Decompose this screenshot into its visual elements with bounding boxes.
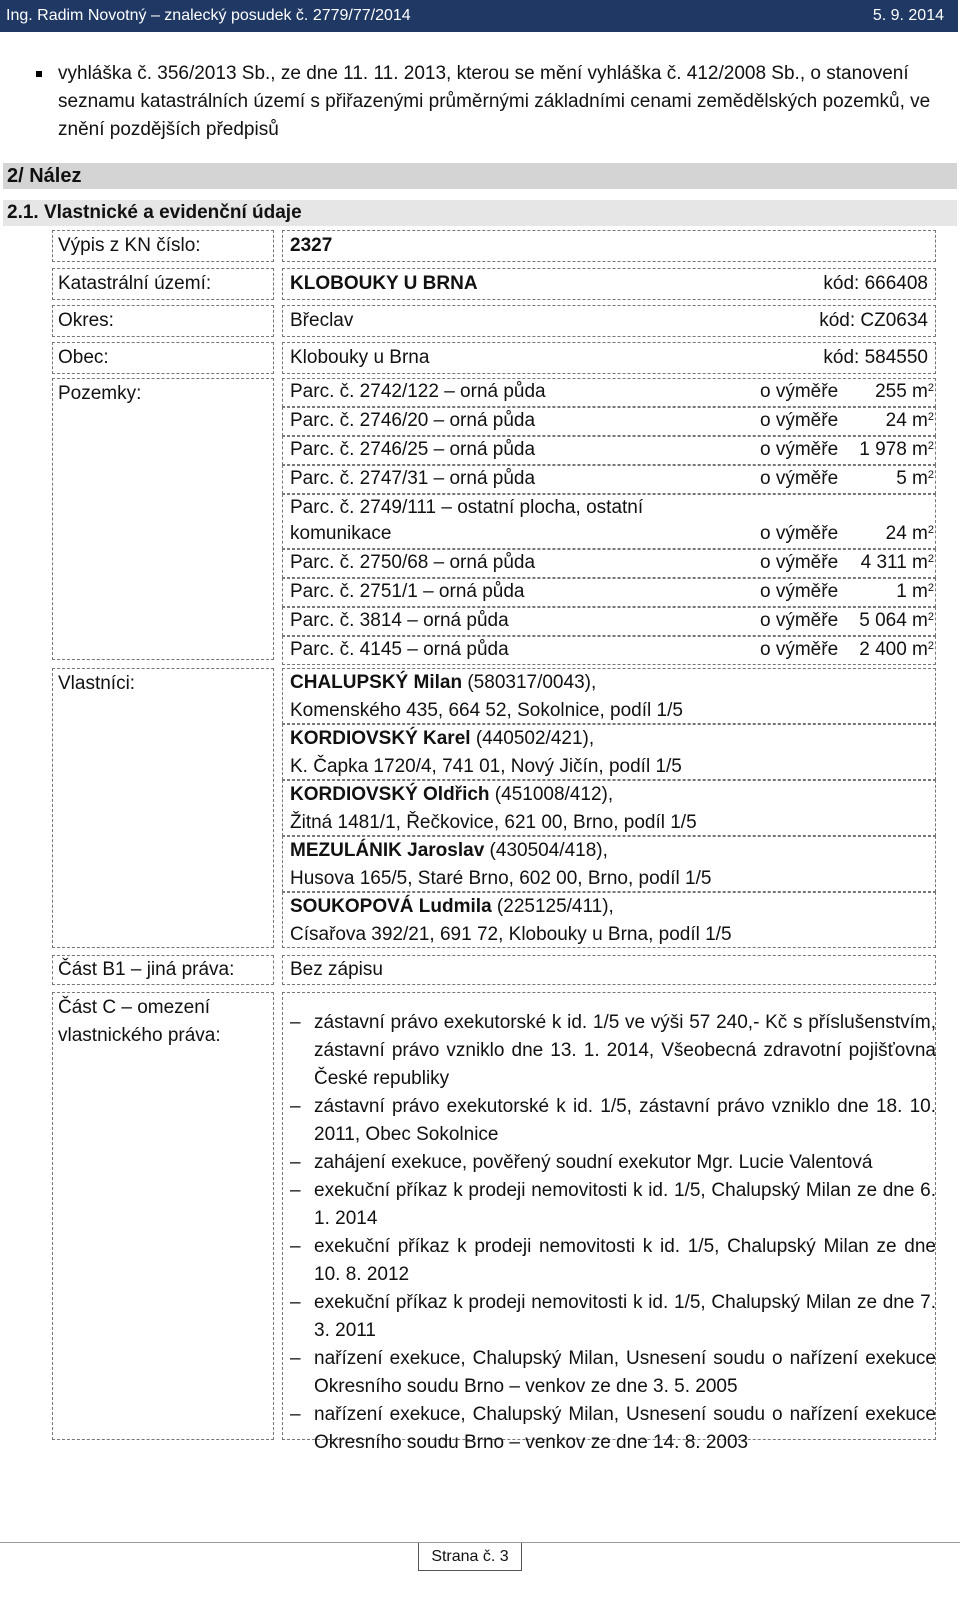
encumbrance-item: [290, 1401, 936, 1457]
parcel-desc: Parc. č. 2742/122 – orná půda: [290, 381, 546, 402]
obec-label: Obec:: [58, 347, 109, 368]
okres-code: kód: CZ0634: [819, 310, 928, 331]
header-date: 5. 9. 2014: [872, 7, 944, 24]
parcel-area-value: 2 400 m: [859, 639, 928, 660]
dash-icon: –: [290, 1152, 301, 1173]
owner-name: MEZULÁNIK Jaroslav: [290, 840, 485, 861]
parcel-area: [859, 607, 934, 635]
encumbrance-item: [290, 1093, 936, 1149]
parcel-desc-cont: komunikace: [290, 523, 392, 544]
owner-id: (225125/411),: [491, 896, 614, 917]
encumbrance-text: exekuční příkaz k prodeji nemovitosti k id. 1/5, Chalupský Milan ze dne 10. 8. 2012: [314, 1236, 936, 1285]
parcel-desc: Parc. č. 4145 – orná půda: [290, 639, 509, 660]
parcel-area-label: o výměře: [760, 439, 839, 460]
owner-name: CHALUPSKÝ Milan: [290, 672, 463, 693]
owner-name: KORDIOVSKÝ Oldřich: [290, 784, 490, 805]
parcel-desc: Parc. č. 2751/1 – orná půda: [290, 581, 525, 602]
encumbrance-item: [290, 1345, 936, 1401]
document-header: [0, 0, 958, 32]
encumbrance-text: exekuční příkaz k prodeji nemovitosti k id. 1/5, Chalupský Milan ze dne 7. 3. 2011: [314, 1292, 936, 1341]
section-heading-2-1: 2.1. Vlastnické a evidenční údaje: [3, 200, 957, 226]
parcel-area-value: 5 m: [896, 468, 928, 489]
parcel-area-label: o výměře: [760, 523, 839, 544]
owner-address: K. Čapka 1720/4, 741 01, Nový Jičín, podíl 1/5: [290, 756, 682, 777]
parcel-area-value: 4 311 m: [860, 552, 928, 573]
parcel-area-label: o výměře: [760, 581, 839, 602]
parcel-area-unit: 2: [927, 640, 934, 652]
parcel-desc: Parc. č. 2750/68 – orná půda: [290, 552, 536, 573]
vypis-label: Výpis z KN číslo:: [58, 235, 201, 256]
encumbrance-text: exekuční příkaz k prodeji nemovitosti k id. 1/5, Chalupský Milan ze dne 6. 1. 2014: [314, 1180, 936, 1229]
vlastnici-label-cell: [52, 668, 274, 948]
parcel-area: [886, 520, 934, 548]
owner-name: KORDIOVSKÝ Karel: [290, 728, 471, 749]
owner-address: Žitná 1481/1, Řečkovice, 621 00, Brno, podíl 1/5: [290, 812, 697, 833]
parcel-area: [896, 465, 934, 493]
owner-id: (440502/421),: [470, 728, 595, 749]
parcel-area: [896, 578, 934, 606]
parcel-area-unit: 2: [927, 553, 934, 565]
parcel-area-label: o výměře: [760, 410, 839, 431]
owner-id: (451008/412),: [489, 784, 614, 805]
katastr-label: Katastrální území:: [58, 273, 212, 294]
parcel-area-value: 24 m: [885, 523, 928, 544]
parcel-area-value: 1 m: [896, 581, 928, 602]
encumbrance-item: [290, 1009, 936, 1093]
parcel-area-label: o výměře: [760, 610, 839, 631]
bullet-icon: [36, 71, 42, 77]
owner-line: [290, 725, 594, 753]
vypis-value-cell: [282, 230, 936, 262]
dash-icon: –: [290, 1012, 301, 1033]
intro-paragraph: [58, 60, 950, 144]
parcel-area-unit: 2: [927, 440, 934, 452]
intro-text: vyhláška č. 356/2013 Sb., ze dne 11. 11. 2013, kterou se mění vyhláška č. 412/2008 Sb., o stanovení seznamu katastrálních území s přiřazenými průměrnými základními cenami zemědělských pozemků, ve znění pozdějších předpisů: [58, 63, 931, 140]
parcel-area: [859, 436, 934, 464]
dash-icon: –: [290, 1404, 301, 1425]
parcel-desc: Parc. č. 2747/31 – orná půda: [290, 468, 536, 489]
parcel-area-value: 255 m: [875, 381, 928, 402]
dash-icon: –: [290, 1292, 301, 1313]
encumbrance-item: [290, 1149, 936, 1177]
c-label-line1: Část C – omezení: [58, 997, 211, 1018]
parcel-area-label: o výměře: [760, 552, 839, 573]
owner-line: [290, 893, 614, 921]
dash-icon: –: [290, 1236, 301, 1257]
owner-id: (580317/0043),: [462, 672, 597, 693]
header-title: Ing. Radim Novotný – znalecký posudek č. 2779/77/2014: [6, 7, 411, 24]
parcel-area-label: o výměře: [760, 639, 839, 660]
parcel-area: [875, 378, 934, 406]
obec-code: kód: 584550: [823, 347, 928, 368]
section-heading-2: 2/ Nález: [3, 163, 957, 189]
parcel-desc: Parc. č. 2746/20 – orná půda: [290, 410, 536, 431]
c-label-cell: [52, 992, 274, 1440]
parcel-area-unit: 2: [927, 524, 934, 536]
katastr-code: kód: 666408: [823, 273, 928, 294]
pozemky-label: Pozemky:: [58, 383, 142, 404]
b1-value: Bez zápisu: [290, 959, 383, 980]
parcel-area-label: o výměře: [760, 468, 839, 489]
parcel-area: [859, 636, 934, 664]
owner-line: [290, 837, 608, 865]
katastr-value: KLOBOUKY U BRNA: [290, 273, 478, 294]
parcel-desc: Parc. č. 2749/111 – ostatní plocha, ostatní: [290, 497, 644, 518]
parcel-area-label: o výměře: [760, 381, 839, 402]
okres-value: Břeclav: [290, 310, 354, 331]
owner-address: Husova 165/5, Staré Brno, 602 00, Brno, podíl 1/5: [290, 868, 712, 889]
owner-id: (430504/418),: [484, 840, 608, 861]
parcel-area-unit: 2: [927, 382, 934, 394]
parcel-area-unit: 2: [927, 411, 934, 423]
owner-name: SOUKOPOVÁ Ludmila: [290, 896, 492, 917]
dash-icon: –: [290, 1096, 301, 1117]
pozemky-label-cell: [52, 378, 274, 660]
page-number: Strana č. 3: [418, 1543, 522, 1571]
encumbrance-text: zahájení exekuce, pověřený soudní exekutor Mgr. Lucie Valentová: [314, 1152, 873, 1173]
encumbrance-text: zástavní právo exekutorské k id. 1/5 ve výši 57 240,- Kč s příslušenstvím, zástavní právo vzniklo dne 13. 1. 2014, Všeobecná zdravotní pojišťovna České republiky: [314, 1012, 936, 1089]
parcel-area: [861, 549, 934, 577]
parcel-area-value: 24 m: [885, 410, 928, 431]
vypis-value: 2327: [290, 235, 333, 256]
parcel-area-value: 1 978 m: [859, 439, 928, 460]
parcel-area-unit: 2: [927, 611, 934, 623]
parcel-area-unit: 2: [927, 582, 934, 594]
encumbrance-item: [290, 1289, 936, 1345]
parcel-area: [886, 407, 934, 435]
obec-value: Klobouky u Brna: [290, 347, 430, 368]
encumbrance-item: [290, 1177, 936, 1233]
owner-address: Císařova 392/21, 691 72, Klobouky u Brna, podíl 1/5: [290, 924, 732, 945]
owner-line: [290, 781, 613, 809]
okres-label: Okres:: [58, 310, 114, 331]
dash-icon: –: [290, 1180, 301, 1201]
owner-line: [290, 669, 596, 697]
encumbrance-item: [290, 1233, 936, 1289]
b1-label: Část B1 – jiná práva:: [58, 959, 235, 980]
parcel-desc: Parc. č. 3814 – orná půda: [290, 610, 509, 631]
dash-icon: –: [290, 1348, 301, 1369]
parcel-area-unit: 2: [927, 469, 934, 481]
vlastnici-label: Vlastníci:: [58, 673, 136, 694]
parcel-area-value: 5 064 m: [859, 610, 928, 631]
encumbrance-text: zástavní právo exekutorské k id. 1/5, zástavní právo vzniklo dne 18. 10. 2011, Obec Sokolnice: [314, 1096, 936, 1145]
encumbrance-list: [290, 1009, 936, 1457]
owner-address: Komenského 435, 664 52, Sokolnice, podíl 1/5: [290, 700, 683, 721]
encumbrance-text: nařízení exekuce, Chalupský Milan, Usnesení soudu o nařízení exekuce Okresního soudu Brno – venkov ze dne 3. 5. 2005: [314, 1348, 936, 1397]
encumbrance-text: nařízení exekuce, Chalupský Milan, Usnesení soudu o nařízení exekuce Okresního soudu Brno – venkov ze dne 14. 8. 2003: [314, 1404, 936, 1453]
c-label-line2: vlastnického práva:: [58, 1025, 221, 1046]
parcel-desc: Parc. č. 2746/25 – orná půda: [290, 439, 536, 460]
